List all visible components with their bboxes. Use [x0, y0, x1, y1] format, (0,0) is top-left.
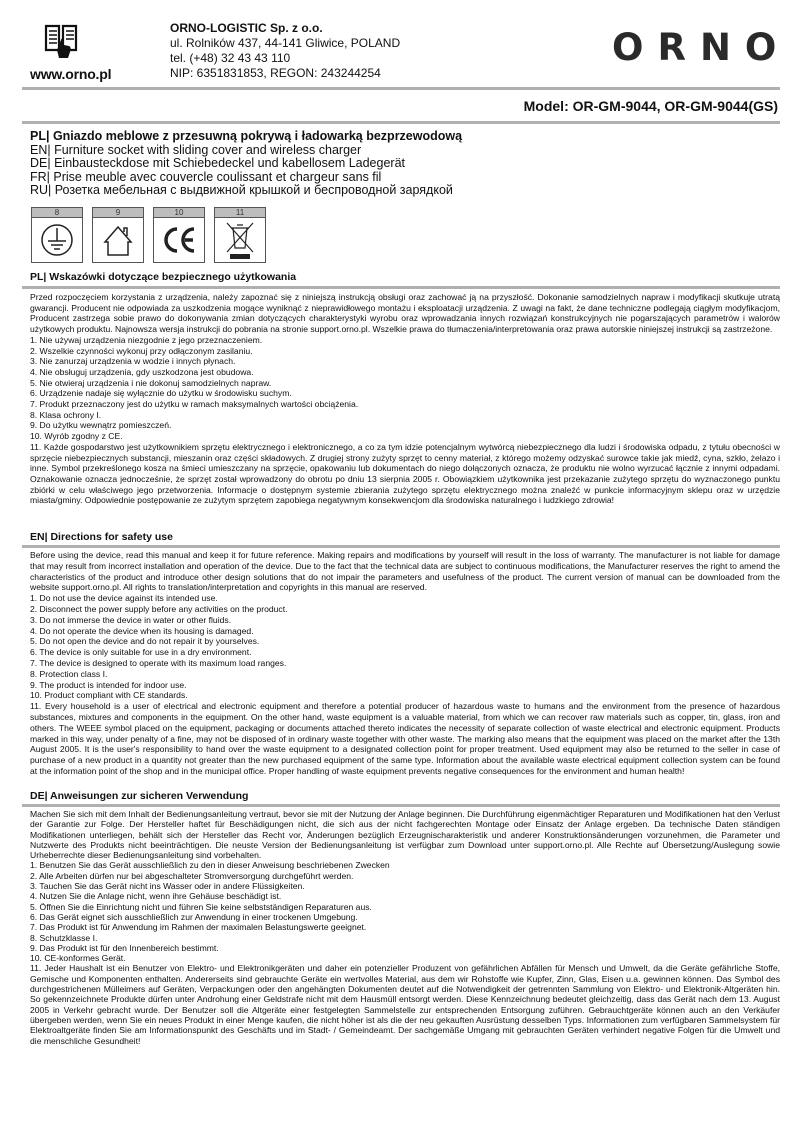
- list-item: 1. Do not use the device against its intended use.: [30, 593, 218, 604]
- title-pl: PL| Gniazdo meblowe z przesuwną pokrywą i ładowarką bezprzewodową: [30, 129, 463, 143]
- list-item: 7. Das Produkt ist für Anwendung im Rahmen der maximalen Belastungswerte geeignet.: [30, 922, 367, 933]
- list-item: 4. Nutzen Sie die Anlage nicht, wenn ihre Gehäuse beschädigt ist.: [30, 891, 282, 902]
- product-titles: [30, 130, 462, 198]
- title-de: DE| Einbausteckdose mit Schiebedeckel und kabellosem Ladegerät: [30, 156, 405, 171]
- intro-paragraph: Przed rozpoczęciem korzystania z urządzenia, należy zapoznać się z niniejszą instrukcją obsługi oraz zachować ją na przyszłość. Dokonanie samodzielnych napraw i modyfikacji skutkuje utratą gwarancji. Producent nie odpowiada za uszkodzenia mogące wyniknąć z nieprawidłowego montażu i eksploatacji urządzenia. Z uwagi na fakt, że dane techniczne podlegają ciągłym modyfikacjom, Producent zastrzega sobie prawo do dokonywania zmian dotyczących charakterystyki wyrobu oraz wprowadzania innych rozwiązań konstrukcyjnych nie pogarszających parametrów i walorów użytkowych produktu. Najnowsza wersja instrukcji do pobrania na stronie support.orno.pl. Wszelkie prawa do tłumaczenia/interpretowania oraz prawa autorskie niniejszej instrukcji są zastrzeżone.: [30, 292, 780, 335]
- list-item: 6. Das Gerät eignet sich ausschließlich zur Anwendung in einer trockenen Umgebung.: [30, 911, 358, 922]
- list-item: 8. Klasa ochrony I.: [30, 409, 102, 420]
- divider: [22, 545, 780, 548]
- protective-earth-icon: [32, 218, 82, 262]
- symbol-number: 8: [32, 208, 82, 218]
- section-body-de: [30, 809, 780, 1046]
- list-item: 2. Alle Arbeiten dürfen nur bei abgeschalteter Stromversorgung durchgeführt werden.: [30, 870, 354, 881]
- list-item: 6. The device is only suitable for use in a dry environment.: [30, 647, 252, 658]
- list-item: 4. Nie obsługuj urządzenia, gdy uszkodzona jest obudowa.: [30, 366, 254, 377]
- symbol-protection-class: [31, 207, 83, 263]
- section-heading-de: DE| Anweisungen zur sicheren Verwendung: [30, 790, 249, 802]
- symbol-indoor-use: [92, 207, 144, 263]
- list-item: 2. Disconnect the power supply before any activities on the product.: [30, 603, 288, 614]
- symbol-number: 9: [93, 208, 143, 218]
- list-item: 11. Every household is a user of electrical and electronic equipment and therefore a potential producer of hazardous waste to humans and the environment from the presence of hazardous substances, mixtures and components in the equipment. On the other hand, waste equipment is a valuable material, from which we can recover raw materials such as copper, tin, glass, iron and others. The WEEE symbol placed on the equipment, packaging or documents attached thereto indicates the necessity of separate collection of waste electrical and electronic equipment. Products marked in this way, under penalty of a fine, may not be disposed of in ordinary waste together with other waste. The marking also means that the equipment was placed on the market after the 13th August 2005. It is the user's responsibility to hand over the waste equipment to a designated collection point for proper treatment. Used equipment may also be returned to the seller in case of purchase of a new product in a quantity not greater than the new purchased equipment of the same type. Information about the available waste electrical equipment collection system can be found at the information point of the shop and in the municipal office. Proper handling of waste equipment prevents negative consequences for the environment and human health!: [30, 701, 780, 776]
- list-item: 3. Tauchen Sie das Gerät nicht ins Wasser oder in andere Flüssigkeiten.: [30, 881, 305, 892]
- section-body-pl: [30, 292, 780, 506]
- symbol-number: 10: [154, 208, 204, 218]
- manual-book-icon: [44, 22, 78, 58]
- model-number: Model: OR-GM-9044, OR-GM-9044(GS): [523, 98, 778, 114]
- list-item: 7. The device is designed to operate with its maximum load ranges.: [30, 657, 287, 668]
- company-info: [170, 21, 400, 81]
- list-item: 7. Produkt przeznaczony jest do użytku w ramach maksymalnych wartości obciążenia.: [30, 399, 359, 410]
- list-item: 5. Do not open the device and do not repair it by yourselves.: [30, 636, 260, 647]
- list-item: 4. Do not operate the device when its housing is damaged.: [30, 625, 254, 636]
- list-item: 5. Öffnen Sie die Einrichtung nicht und führen Sie keine selbstständigen Reparaturen aus.: [30, 901, 372, 912]
- orno-logo: ORNO: [612, 26, 791, 69]
- section-heading-pl: PL| Wskazówki dotyczące bezpiecznego użytkowania: [30, 271, 297, 283]
- list-item: 5. Nie otwieraj urządzenia i nie dokonuj samodzielnych napraw.: [30, 377, 272, 388]
- divider: [22, 804, 780, 807]
- list-item: 2. Wszelkie czynności wykonuj przy odłączonym zasilaniu.: [30, 345, 253, 356]
- symbol-ce: [153, 207, 205, 263]
- list-item: 9. Do użytku wewnątrz pomieszczeń.: [30, 420, 172, 431]
- divider: [22, 286, 780, 289]
- symbol-number: 11: [215, 208, 265, 218]
- ce-mark-icon: [154, 218, 204, 262]
- company-tax-ids: NIP: 6351831853, REGON: 243244254: [170, 66, 381, 80]
- list-item: 1. Benutzen Sie das Gerät ausschließlich zu den in dieser Anweisung beschriebenen Zwecken: [30, 860, 390, 871]
- weee-bin-icon: [215, 218, 265, 262]
- indoor-house-icon: [93, 218, 143, 262]
- divider: [22, 121, 780, 124]
- company-address: ul. Rolników 437, 44-141 Gliwice, POLAND: [170, 36, 401, 50]
- list-item: 9. Das Produkt ist für den Innenbereich bestimmt.: [30, 942, 219, 953]
- title-ru: RU| Розетка мебельная с выдвижной крышкой и беспроводной зарядкой: [30, 183, 453, 198]
- divider: [22, 87, 780, 90]
- website-link[interactable]: www.orno.pl: [30, 66, 112, 82]
- list-item: 10. Wyrób zgodny z CE.: [30, 431, 123, 442]
- title-fr: FR| Prise meuble avec couvercle coulissant et chargeur sans fil: [30, 169, 382, 184]
- list-item: 10. CE-konformes Gerät.: [30, 953, 126, 964]
- intro-paragraph: Before using the device, read this manual and keep it for future reference. Making repairs and modifications by yourself will result in the loss of warranty. The manufacturer is not liable for damage that may result from incorrect installation and operation of the device. Due to the fact that the technical data are subject to continuous modifications, the Manufacturer reserves the right to amend the characteristics of the product and introduce other design solutions that do not impair the parameters and usefulness of the product. The current version of manual can be downloaded from the website support.orno.pl. All rights to translation/interpretation and copyrights in this manual are reserved.: [30, 550, 780, 593]
- list-item: 11. Jeder Haushalt ist ein Benutzer von Elektro- und Elektronikgeräten und daher ein potenzieller Produzent von gefährlichen Abfällen für Mensch und Umwelt, da die Geräte gefährliche Stoffe, Gemische und Komponenten enthalten. Andererseits sind gebrauchte Geräte ein wertvolles Material, aus dem wir Rohstoffe wie Kupfer, Zinn, Glas, Eisen u.a. gewinnen können. Das Symbol des durchgestrichenen Mülleimers auf Geräten, Verpackungen oder den angehängten Dokumenten deutet auf die Notwendigkeit der getrennten Sammlung von Elektro- und Elektronik-Altgeräten hin. So gekennzeichnete Produkte dürfen unter Androhung einer Geldstrafe nicht mit dem Hausmüll entsorgt werden. Diese Kennzeichnung bedeutet gleichzeitig, dass das Gerät nach dem 13. August 2005 in Verkehr gebracht wurde. Der Benutzer soll die Altgeräte einer festgelegten Sammelstelle zur entsprechenden Entsorgung zuführen. Gebrauchtgeräte können auch an den Verkäufer übergeben werden, wenn Sie ein neues Produkt in einer Menge kaufen, die nicht höher ist als die der neu gekauften Ausrüstung desselben Typs. Informationen zum verfügbaren Sammelsystem für Elektroaltgeräte finden Sie am Informationspunkt des Geschäfts und im Stadt- / Gemeindeamt. Der sachgemäße Umgang mit gebrauchten Geräten verhindert negative Folgen für die Umwelt und die menschliche Gesundheit!: [30, 963, 780, 1046]
- company-name: ORNO-LOGISTIC Sp. z o.o.: [170, 21, 323, 35]
- section-body-en: [30, 550, 780, 777]
- list-item: 8. Protection class I.: [30, 668, 108, 679]
- intro-paragraph: Machen Sie sich mit dem Inhalt der Bedienungsanleitung vertraut, bevor sie mit der Nutzung der Anlage beginnen. Die Durchführung eigenmächtiger Reparaturen und Modifikationen hat den Verlust der Garantie zur Folge. Der Hersteller haftet für Beschädigungen nicht, die sich aus der nicht fachgerechten Montage oder Einsatz der Anlage ergeben. Da technische Daten ständigen Modifikationen unterliegen, behält sich der Hersteller das Recht vor, Änderungen bezüglich Erzeugnischarakteristik und anderer Konstruktionsänderungen vorzunehmen, die Parameter und Nutzwerte des Produkts nicht beeinträchtigen. Die neuste Version der Bedienungsanleitung ist verfügbar zum Download unter support.orno.pl. Alle Rechte auf Übersetzung/Auslegung sowie Urheberrechte dieser Bedienungsanleitung sind vorbehalten.: [30, 809, 781, 861]
- list-item: 1. Nie używaj urządzenia niezgodnie z jego przeznaczeniem.: [30, 334, 263, 345]
- list-item: 8. Schutzklasse I.: [30, 932, 98, 943]
- list-item: 10. Product compliant with CE standards.: [30, 690, 188, 701]
- symbol-weee: [214, 207, 266, 263]
- title-en: EN| Furniture socket with sliding cover and wireless charger: [30, 142, 362, 157]
- list-item: 3. Nie zanurzaj urządzenia w wodzie i innych płynach.: [30, 356, 236, 367]
- list-item: 11. Każde gospodarstwo jest użytkownikiem sprzętu elektrycznego i elektronicznego, a co za tym idzie potencjalnym wytwórcą niebezpiecznego dla ludzi i środowiska odpadu, z tytułu obecności w sprzęcie niebezpiecznych substancji, mieszanin oraz części składowych. Z drugiej strony zużyty sprzęt to cenny materiał, z którego możemy odzyskać surowce takie jak miedź, cyna, szkło, żelazo i inne. Symbol przekreślonego kosza na śmieci umieszczany na sprzęcie, opakowaniu lub dokumentach do niego dołączonych oznacza, że produktu nie wolno wyrzucać łącznie z innymi odpadami. Oznakowanie oznacza jednocześnie, że sprzęt został wprowadzony do obrotu po dniu 13 sierpnia 2005 r. Obowiązkiem użytkownika jest przekazanie zużytego sprzętu do wyznaczonego punktu zbiórki w celu właściwego jego przetworzenia. Informacje o dostępnym systemie zbierania zużytego sprzętu elektrycznego można znaleźć w punkcie informacyjnym sklepu oraz w urzędzie miasta/gminy. Odpowiednie postępowanie ze zużytym sprzętem zapobiega negatywnym konsekwencjom dla środowiska naturalnego i ludzkiego zdrowia!: [30, 441, 780, 506]
- company-phone: tel. (+48) 32 43 43 110: [170, 51, 291, 65]
- list-item: 9. The product is intended for indoor use.: [30, 679, 187, 690]
- symbol-icons: [31, 207, 266, 263]
- list-item: 3. Do not immerse the device in water or other fluids.: [30, 614, 232, 625]
- list-item: 6. Urządzenie nadaje się wyłącznie do użytku w środowisku suchym.: [30, 388, 292, 399]
- section-heading-en: EN| Directions for safety use: [30, 531, 173, 543]
